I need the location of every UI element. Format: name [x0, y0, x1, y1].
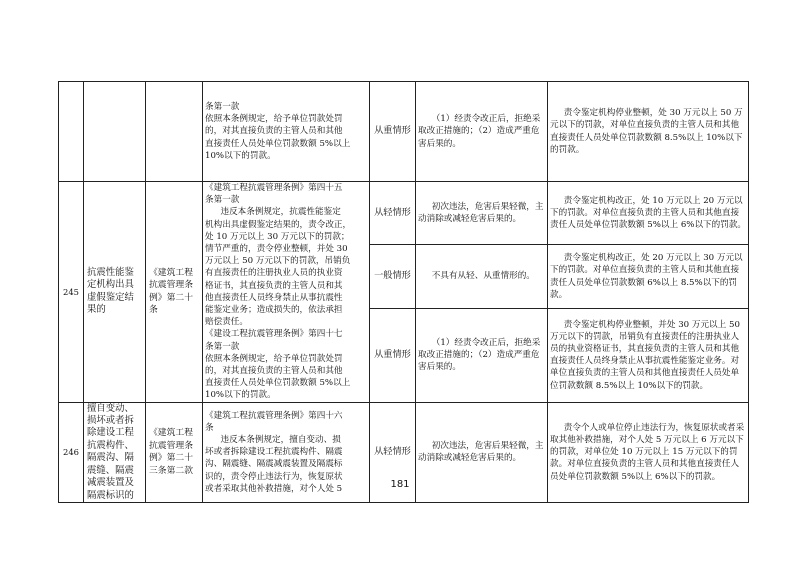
violation-subject: 抗震性能鉴定机构出具虚假鉴定结果的 — [84, 182, 146, 403]
conditions-text: 初次违法，危害后果轻微，主动消除或减轻危害后果的。 — [418, 201, 544, 225]
sanction-basis — [203, 182, 370, 403]
violation-subject — [84, 82, 146, 182]
sanction-line: 的，对其直接负责的主管人员和其他 — [205, 366, 343, 377]
penalty-standard-table — [58, 81, 749, 503]
penalty-standard: 责令鉴定机构改正，处 20 万元以上 30 万元以下的罚款。对单位直接负责的主管人员和其他直接责任人员处单位罚款数额 6%以上 8.5%以下的罚款。 — [548, 245, 749, 308]
sanction-line: 能鉴定业务；造成损失的，依法承担 — [205, 305, 343, 316]
sanction-line: 他直接责任人员终身禁止从事抗震性 — [205, 292, 343, 303]
row-number: 246 — [59, 402, 84, 502]
row-number — [59, 82, 84, 182]
page-number: 181 — [390, 479, 410, 490]
sanction-line: 万元以上 50 万元以下的罚款，吊销负 — [205, 256, 351, 267]
conditions-text: （1）经责令改正后，拒绝采取改正措施的；（2）造成严重危害后果的。 — [418, 114, 541, 149]
sanction-line: 坏或者拆除建设工程抗震构件、隔震 — [205, 447, 343, 458]
sanction-line: 《建筑工程抗震管理条例》第四十六 — [205, 410, 343, 421]
law-basis: 《建筑工程抗震管理条例》第二十三条第二款 — [146, 402, 203, 502]
sanction-line: 的，对其直接负责的主管人员和其他 — [205, 126, 343, 137]
penalty-standard: 责令个人或单位停止违法行为，恢复原状或者采取其他补救措施，对个人处 5 万元以上 6 万元以下的罚款，对单位处 10 万元以上 15 万元以下的罚款。对单位直接负责的主管人员和其他直接责任人员处单位罚款数额 5%以上 6%以下的罚款。 — [548, 402, 749, 502]
sanction-line: 情节严重的，责令停业整顿，并处 30 — [205, 244, 348, 255]
penalty-standard: 责令鉴定机构改正，处 10 万元以上 20 万元以下的罚款。对单位直接负责的主管人员和其他直接责任人员处单位罚款数额 5%以上 6%以下的罚款。 — [548, 182, 749, 245]
sanction-line: 违反本条例规定，擅自变动、损 — [220, 434, 341, 445]
applicable-conditions — [416, 245, 548, 308]
circumstance-level: 从轻情形 — [370, 182, 416, 245]
circumstance-level: 从轻情形 — [370, 402, 416, 502]
sanction-line: 违反本条例规定，抗震性能鉴定 — [220, 207, 341, 218]
sanction-line: 10%以下的罚款。 — [205, 150, 276, 161]
sanction-line: 10%以下的罚款。 — [205, 390, 276, 401]
sanction-line: 依照本条例规定，给予单位罚款处罚 — [205, 353, 343, 364]
sanction-line: 依照本条例规定，给予单位罚款处罚 — [205, 114, 343, 125]
sanction-line: 有直接责任的注册执业人员的执业资 — [205, 268, 343, 279]
table-row — [59, 182, 749, 245]
sanction-line: 赔偿责任。 — [205, 317, 248, 328]
sanction-line: 直接责任人员处单位罚款数额 5%以上 — [205, 138, 351, 149]
law-basis — [146, 82, 203, 182]
circumstance-level: 从重情形 — [370, 308, 416, 402]
sanction-line: 机构出具虚假鉴定结果的，责令改正， — [205, 219, 352, 230]
circumstance-level: 从重情形 — [370, 82, 416, 182]
sanction-line: 或者采取其他补救措施，对个人处 5 — [205, 483, 343, 494]
sanction-line: 格证书，其直接负责的主管人员和其 — [205, 280, 343, 291]
sanction-line: 处 10 万元以上 30 万元以下的罚款； — [205, 231, 350, 242]
sanction-line: 《建设工程抗震管理条例》第四十七 — [205, 329, 343, 340]
violation-subject: 擅自变动、损坏或者拆除建设工程抗震构件、隔震沟、隔震缝、隔震减震装置及隔震标识的 — [84, 402, 146, 502]
sanction-line: 条第一款 — [205, 341, 240, 352]
sanction-line: 沟、隔震缝、隔震减震装置及隔震标 — [205, 459, 343, 470]
conditions-text: 不具有从轻、从重情形的。 — [431, 271, 535, 282]
law-basis: 《建筑工程抗震管理条例》第二十条 — [146, 182, 203, 403]
conditions-text: （1）经责令改正后，拒绝采取改正措施的；（2）造成严重危害后果的。 — [418, 337, 541, 373]
penalty-standard: 责令鉴定机构停业整顿，并处 30 万元以上 50 万元以下的罚款，吊销负有直接责任的注册执业人员的执业资格证书，其直接负责的主管人员和其他直接责任人员终身禁止从事抗震性能鉴定业务。对单位直接负责的主管人员和其他直接责任人员处单位罚款数额 8.5%以上 10%以下的罚款。 — [548, 308, 749, 402]
sanction-line: 条第一款 — [205, 195, 240, 206]
circumstance-level: 一般情形 — [370, 245, 416, 308]
penalty-standard: 责令鉴定机构停业整顿，处 30 万元以上 50 万元以下的罚款，对单位直接负责的主管人员和其他直接责任人员处单位罚款数额 8.5%以上 10%以下的罚款。 — [548, 82, 749, 182]
table-row — [59, 82, 749, 182]
sanction-line: 《建筑工程抗震管理条例》第四十五 — [205, 183, 343, 193]
sanction-line: 条第一款 — [205, 101, 240, 112]
sanction-line: 条 — [205, 422, 214, 433]
sanction-line: 识的，责令停止违法行为，恢复原状 — [205, 471, 343, 482]
applicable-conditions — [416, 82, 548, 182]
row-number: 245 — [59, 182, 84, 403]
applicable-conditions — [416, 308, 548, 402]
applicable-conditions — [416, 182, 548, 245]
sanction-basis — [203, 82, 370, 182]
conditions-text: 初次违法，危害后果轻微，主动消除或减轻危害后果的。 — [418, 441, 544, 464]
sanction-line: 直接责任人员处单位罚款数额 5%以上 — [205, 378, 351, 389]
